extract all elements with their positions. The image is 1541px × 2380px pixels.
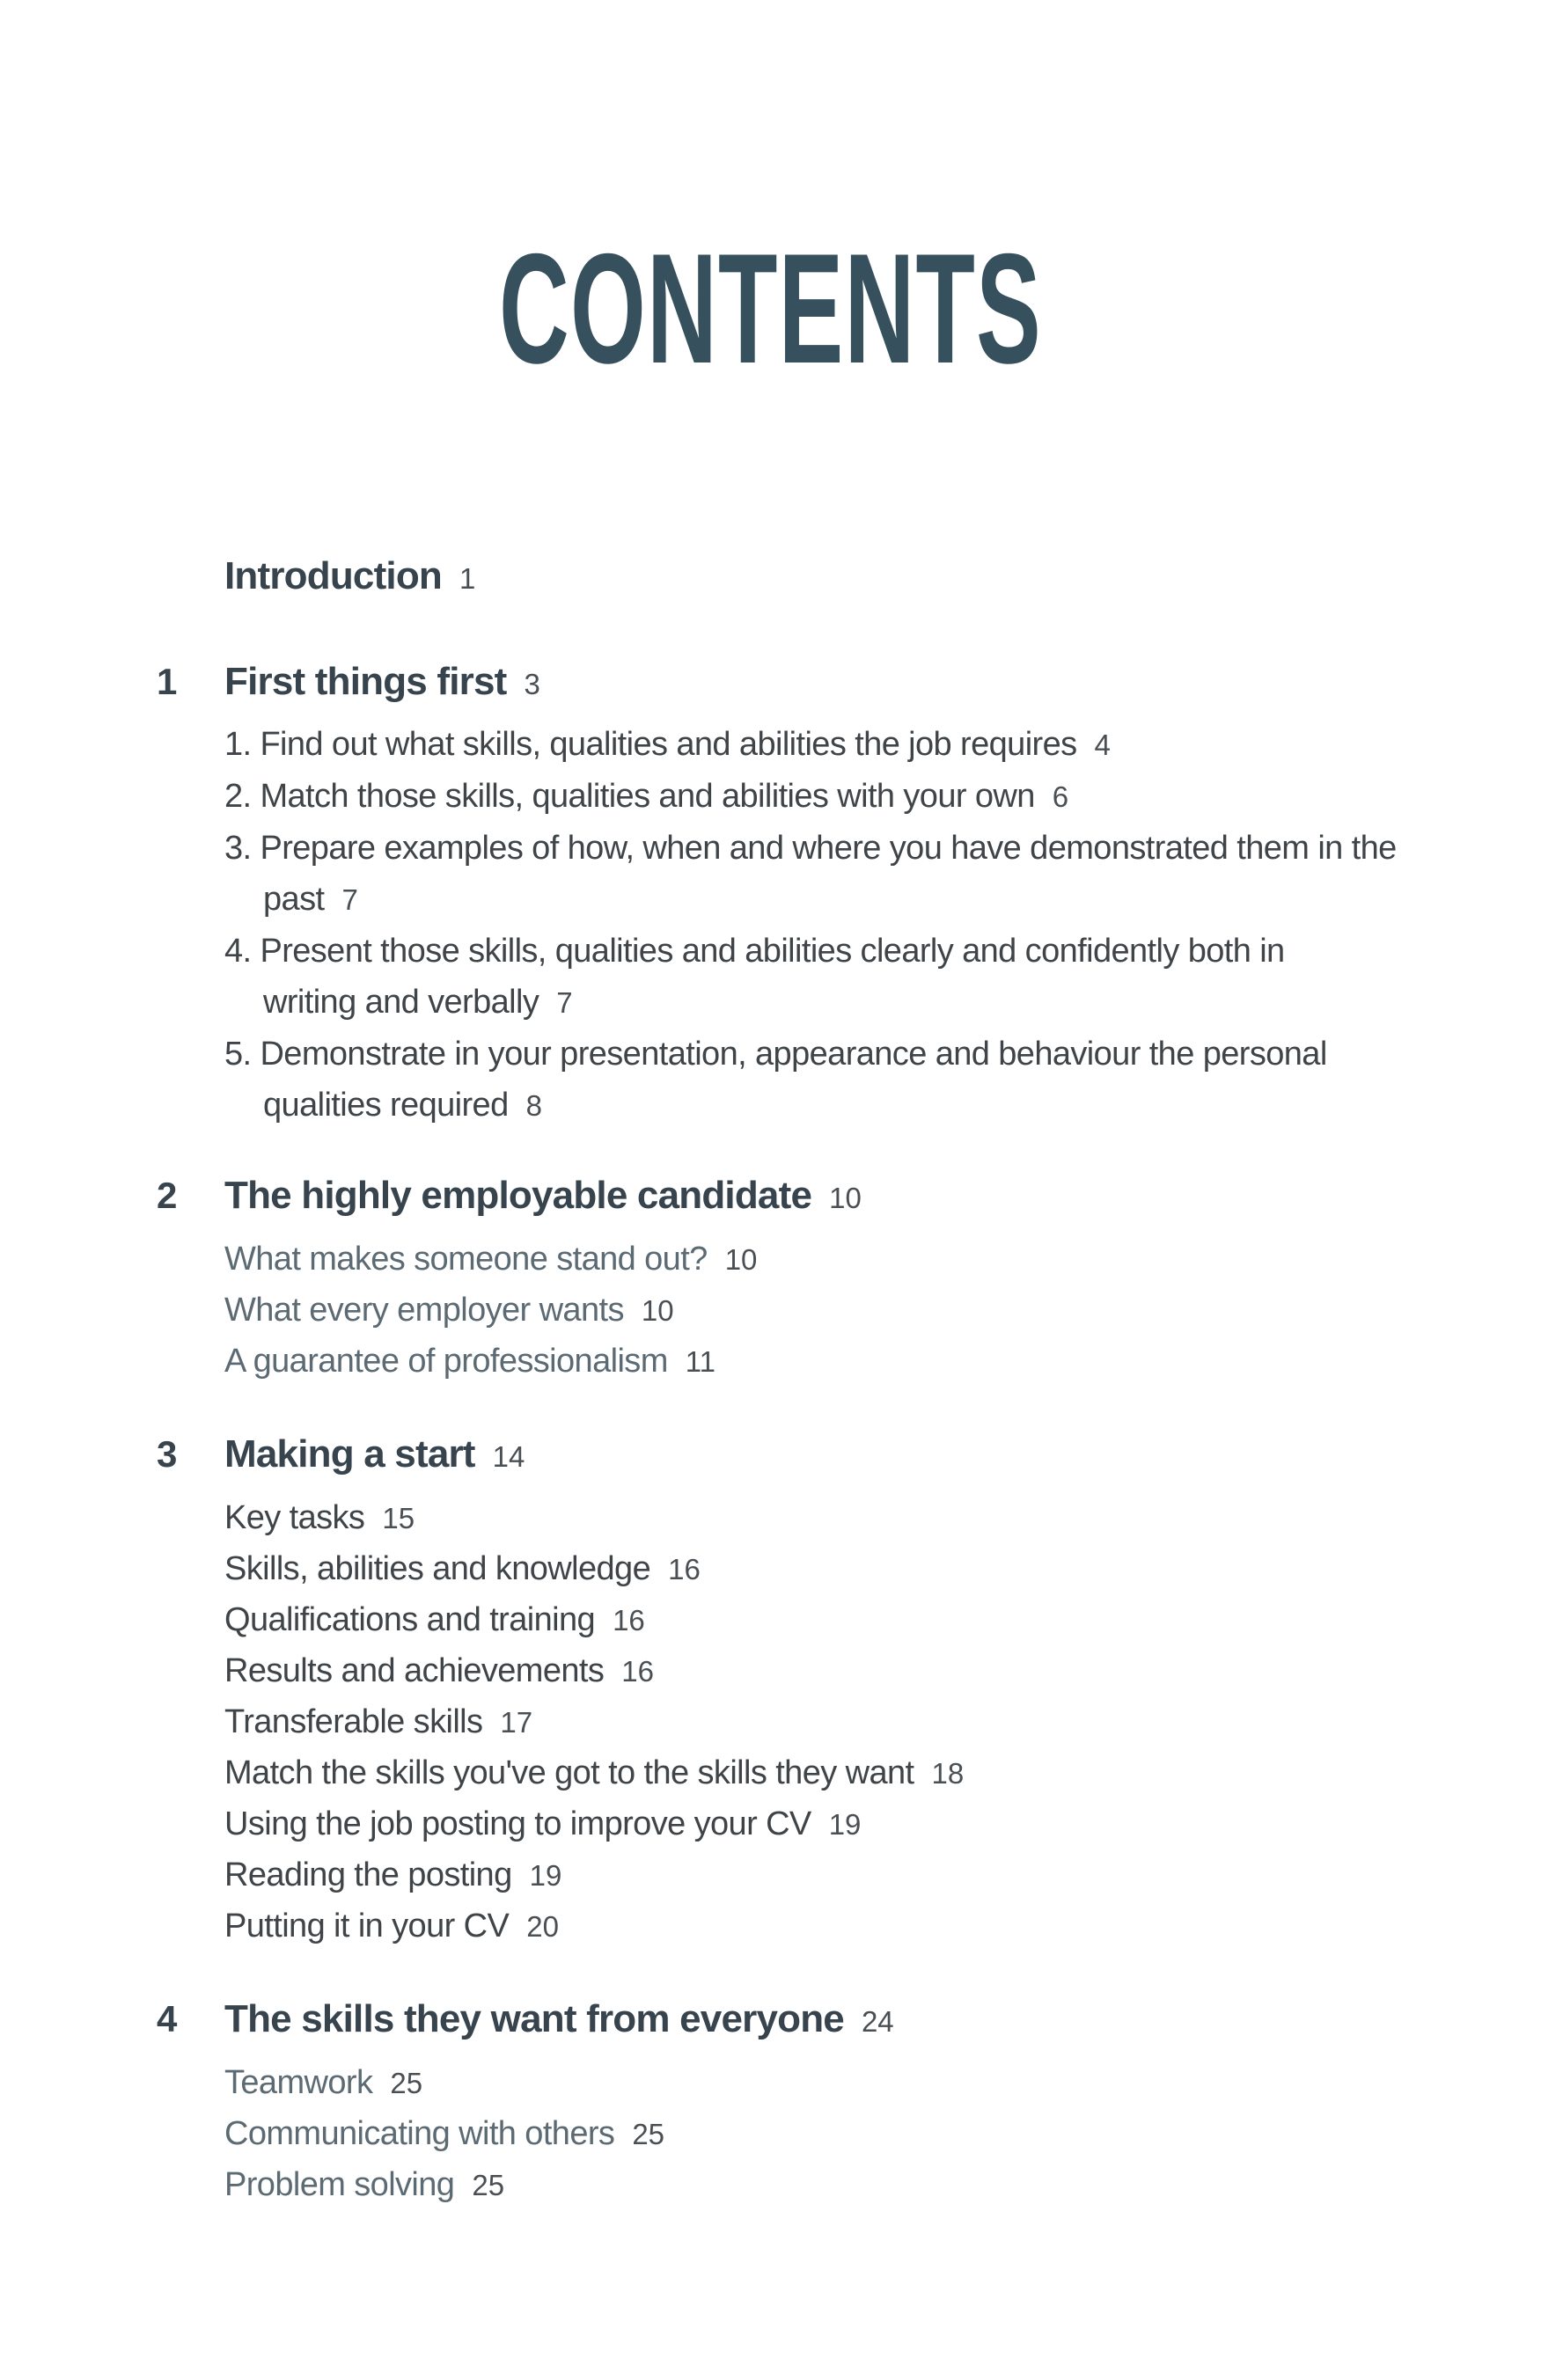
page-number: 25 [472,2169,505,2201]
toc-item[interactable] [224,2108,1541,2159]
page-number: 25 [390,2067,423,2099]
item-label: Match the skills you've got to the skills they want [224,1754,914,1791]
item-label: 2. Match those skills, qualities and abilities with your own [224,778,1035,815]
page-number: 6 [1052,780,1069,813]
page-number: 10 [829,1182,862,1214]
item-label: Putting it in your CV [224,1908,510,1944]
toc-item[interactable] [224,1900,1541,1952]
chapter-number: 3 [157,1433,178,1475]
page-number: 24 [861,2005,894,2038]
page-number: 7 [341,883,358,916]
toc-item[interactable] [224,823,1398,926]
chapter-number: 1 [157,661,178,702]
page-number: 16 [668,1553,701,1585]
item-label: Results and achievements [224,1652,605,1689]
toc-item[interactable] [224,1234,1541,1285]
page-number: 10 [724,1243,758,1276]
item-label: Transferable skills [224,1703,483,1740]
page-number: 20 [526,1910,559,1943]
page-title [0,221,1541,396]
toc-item[interactable] [224,1645,1541,1696]
toc-chapter-3 [0,1429,1541,1952]
item-label: Using the job posting to improve your CV [224,1805,811,1842]
item-label: 3. Prepare examples of how, when and where you have demonstrated them in the past [224,830,1397,918]
chapter-number: 4 [157,1998,178,2039]
page-number: 4 [1094,729,1111,761]
page-number: 10 [641,1294,674,1327]
item-label: 4. Present those skills, qualities and abilities clearly and confidently both in writing and verbally [224,933,1285,1021]
item-label: Key tasks [224,1499,365,1536]
item-label: A guarantee of professionalism [224,1343,668,1380]
page-number: 11 [685,1345,716,1378]
chapter-title: First things first [224,660,507,703]
toc-introduction[interactable] [0,551,1541,602]
toc-item[interactable] [224,1594,1541,1645]
toc-item[interactable] [224,1849,1541,1900]
page-number: 16 [621,1655,655,1688]
toc-chapter-2 [0,1170,1541,1387]
toc-item[interactable] [224,2057,1541,2108]
item-label: Problem solving [224,2166,455,2203]
item-label: What every employer wants [224,1292,624,1329]
chapter-heading[interactable] [0,1429,1541,1480]
toc-item[interactable] [224,719,1407,771]
toc-chapter-4 [0,1994,1541,2210]
chapter-title: The highly employable candidate [224,1174,812,1217]
chapter-number: 2 [157,1175,178,1216]
item-label: Communicating with others [224,2115,615,2152]
page-number: 14 [492,1440,525,1473]
toc-item[interactable] [224,1696,1541,1747]
chapter-heading[interactable] [0,1170,1541,1221]
item-label: Skills, abilities and knowledge [224,1550,651,1587]
page-number: 19 [529,1859,562,1892]
item-label: What makes someone stand out? [224,1241,708,1278]
item-label: 5. Demonstrate in your presentation, appearance and behaviour the personal qualities required [224,1036,1327,1124]
toc-item[interactable] [224,1285,1541,1336]
item-label: 1. Find out what skills, qualities and abilities the job requires [224,726,1077,763]
toc-item[interactable] [224,926,1363,1029]
toc-item[interactable] [224,1798,1541,1849]
chapter-heading[interactable] [0,656,1541,707]
page-number: 16 [613,1604,645,1637]
page-number: 3 [524,668,540,700]
page-number: 15 [382,1502,415,1534]
page-number: 25 [632,2118,665,2150]
toc-item[interactable] [224,1492,1541,1543]
page-number: 1 [459,562,476,595]
chapter-title: Making a start [224,1432,475,1476]
page-number: 19 [828,1808,862,1841]
toc-item[interactable] [224,1747,1541,1798]
toc-item[interactable] [224,2159,1541,2210]
chapter-title: The skills they want from everyone [224,1997,844,2040]
page-number: 18 [931,1757,965,1790]
toc-item[interactable] [224,1029,1363,1131]
page-number: 8 [525,1089,542,1122]
item-label: Reading the posting [224,1856,512,1893]
title-text: CONTENTS [499,221,1042,396]
item-label: Qualifications and training [224,1601,596,1638]
page-number: 7 [556,986,573,1019]
page-number: 17 [500,1706,533,1739]
toc-item[interactable] [224,771,1407,823]
entry-title: Introduction [224,554,443,597]
toc-item[interactable] [224,1543,1541,1594]
chapter-heading[interactable] [0,1994,1541,2045]
toc-item[interactable] [224,1336,1541,1387]
toc-chapter-1 [0,656,1541,1131]
item-label: Teamwork [224,2064,373,2101]
